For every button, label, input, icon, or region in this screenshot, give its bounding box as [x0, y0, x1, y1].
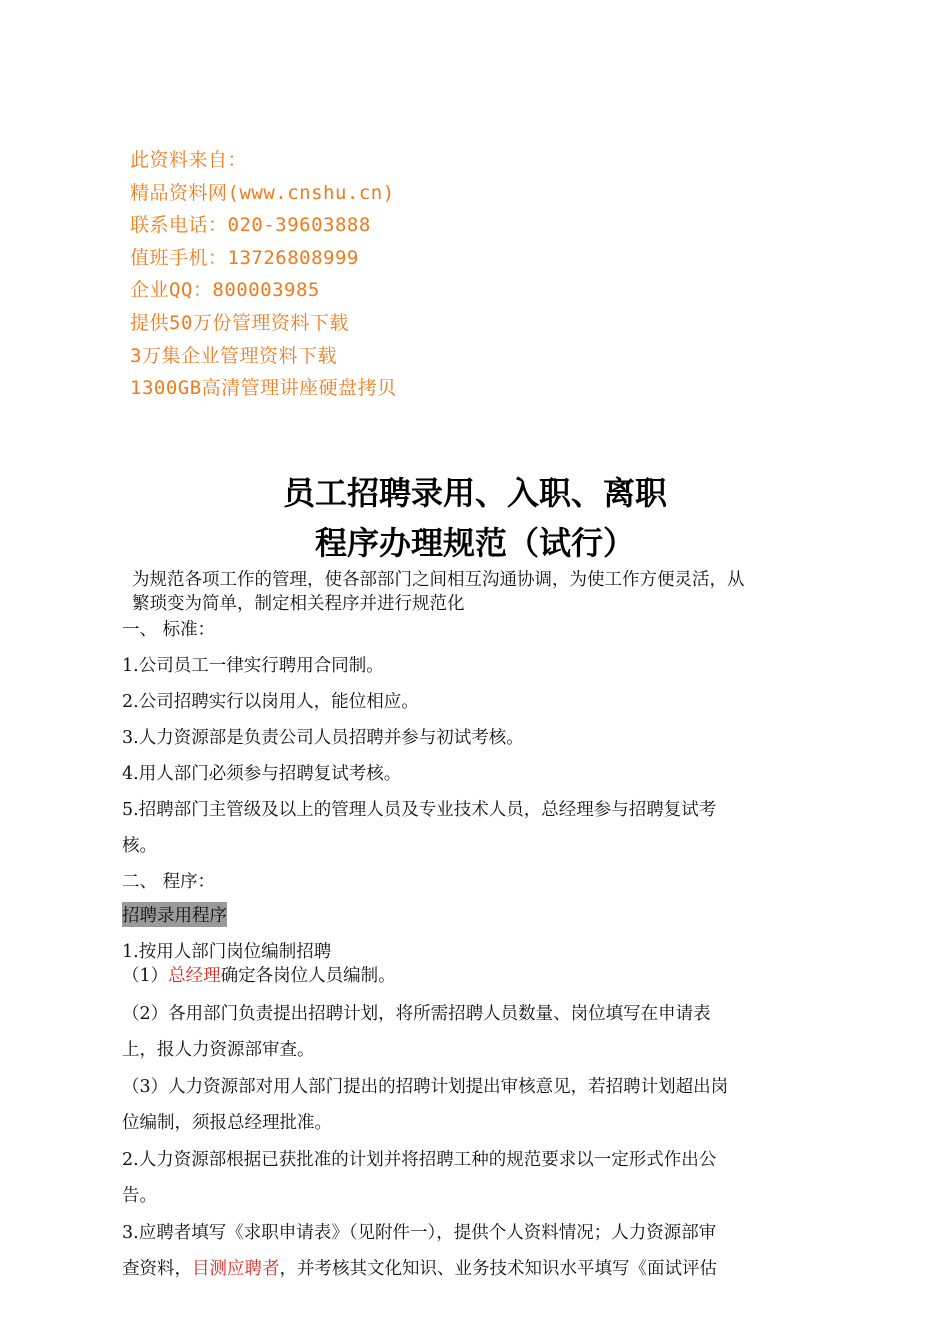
step-1-2-line-1: （2）各用部门负责提出招聘计划，将所需招聘人员数量、岗位填写在申请表 — [122, 1004, 711, 1024]
step-3-line-2-prefix: 查资料， — [122, 1259, 192, 1279]
step-1-3-line-1: （3）人力资源部对用人部门提出的招聘计划提出审核意见，若招聘计划超出岗 — [122, 1077, 729, 1097]
promo-line-mobile: 值班手机：13726808999 — [130, 246, 359, 269]
intro-line-2: 繁琐变为简单，制定相关程序并进行规范化 — [132, 594, 465, 614]
step-3-line-1: 3.应聘者填写《求职申请表》（见附件一），提供个人资料情况；人力资源部审 — [122, 1223, 717, 1243]
step-1-1-highlight: 总经理 — [168, 966, 221, 986]
promo-line-offer-3: 1300GB高清管理讲座硬盘拷贝 — [130, 377, 397, 400]
standard-item-2: 2.公司招聘实行以岗用人，能位相应。 — [122, 692, 419, 712]
step-1-1 — [122, 962, 396, 987]
standard-item-5-line-1: 5.招聘部门主管级及以上的管理人员及专业技术人员，总经理参与招聘复试考 — [122, 800, 717, 820]
standard-item-3: 3.人力资源部是负责公司人员招聘并参与初试考核。 — [122, 728, 524, 748]
standard-item-5-line-2: 核。 — [122, 836, 157, 856]
document-title-line-2: 程序办理规范（试行） — [314, 524, 635, 562]
step-3-line-2-highlight: 目测应聘者 — [192, 1259, 280, 1279]
standard-item-4: 4.用人部门必须参与招聘复试考核。 — [122, 764, 402, 784]
section-heading-standards: 一、 标准： — [122, 620, 216, 640]
promo-line-offer-2: 3万集企业管理资料下载 — [130, 344, 337, 367]
document-title-line-1: 员工招聘录用、入职、离职 — [282, 474, 667, 512]
promo-line-phone: 联系电话：020-39603888 — [130, 214, 371, 237]
step-3-line-2-text: ，并考核其文化知识、业务技术知识水平填写《面试评估 — [279, 1259, 717, 1279]
step-2-line-2: 告。 — [122, 1186, 157, 1206]
step-1-1-prefix: （1） — [122, 966, 169, 986]
subsection-label-recruitment: 招聘录用程序 — [122, 902, 227, 927]
step-1-1-text: 确定各岗位人员编制。 — [220, 966, 396, 986]
promo-line-website: 精品资料网(www.cnshu.cn) — [130, 181, 395, 204]
promo-line-offer-1: 提供50万份管理资料下载 — [130, 311, 349, 334]
promo-line-source: 此资料来自： — [130, 149, 248, 171]
step-2-line-1: 2.人力资源部根据已获批准的计划并将招聘工种的规范要求以一定形式作出公 — [122, 1150, 717, 1170]
promo-block — [130, 144, 397, 405]
promo-line-qq: 企业QQ：800003985 — [130, 279, 320, 302]
step-1-3-line-2: 位编制，须报总经理批准。 — [122, 1113, 332, 1133]
step-1-2-line-2: 上，报人力资源部审查。 — [122, 1040, 315, 1060]
step-3-line-2 — [122, 1255, 717, 1280]
section-heading-procedure: 二、 程序： — [122, 872, 216, 892]
standard-item-1: 1.公司员工一律实行聘用合同制。 — [122, 656, 384, 676]
intro-line-1: 为规范各项工作的管理，使各部部门之间相互沟通协调，为使工作方便灵活，从 — [132, 570, 745, 590]
step-1-heading: 1.按用人部门岗位编制招聘 — [122, 942, 332, 962]
